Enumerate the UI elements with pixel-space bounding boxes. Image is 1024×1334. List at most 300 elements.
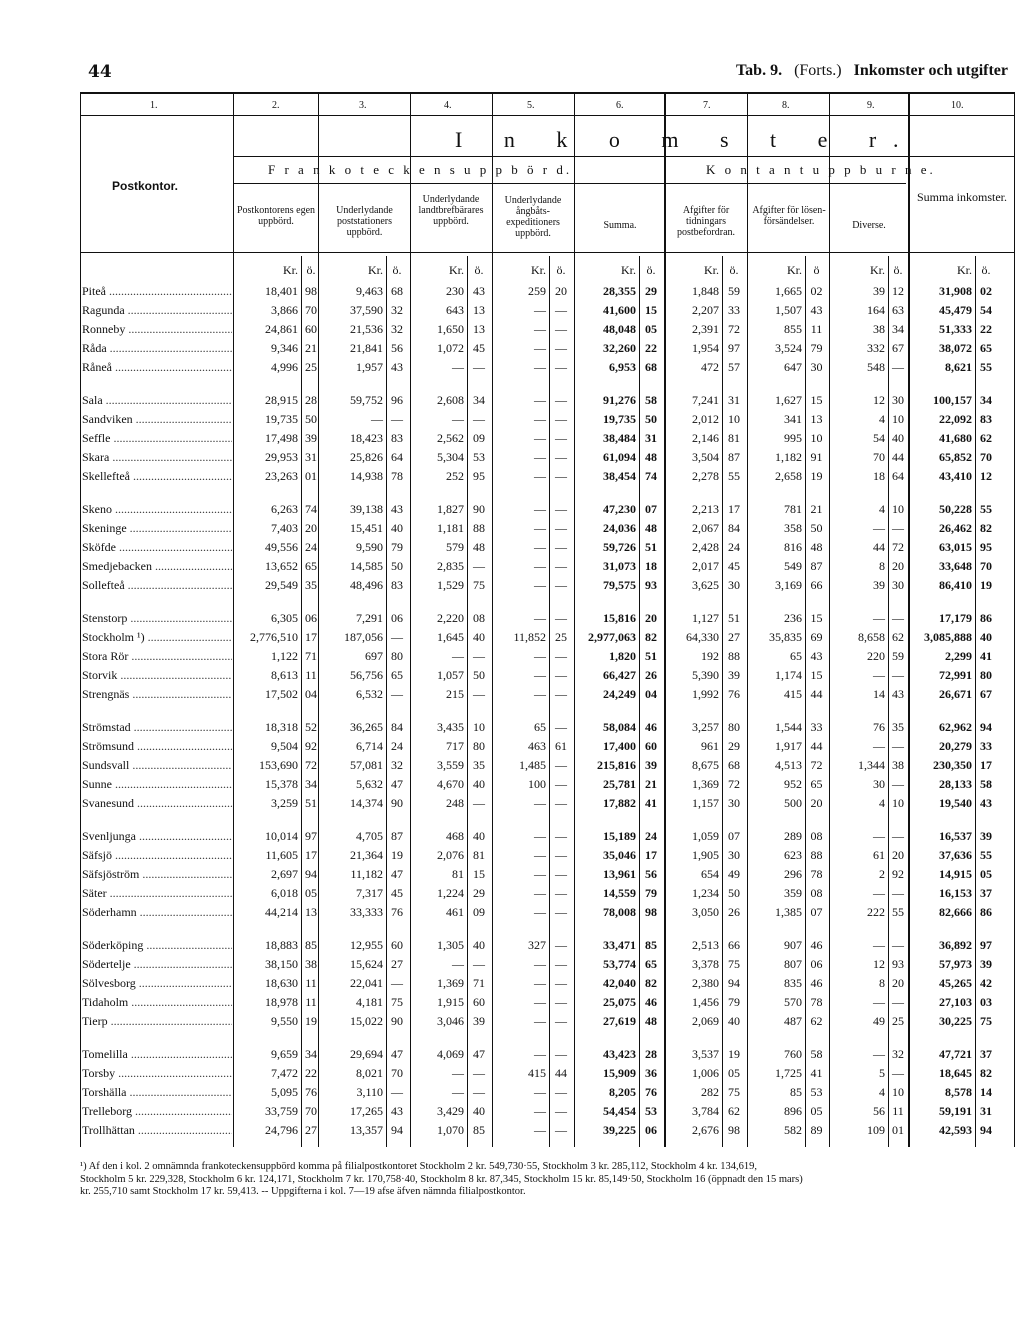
table-cell: 57 xyxy=(728,360,740,375)
table-cell: 461 xyxy=(446,905,464,920)
table-cell: 32 xyxy=(391,758,403,773)
table-cell: 39 xyxy=(305,431,317,446)
table-cell: 40 xyxy=(391,521,403,536)
table-cell: 33,759 xyxy=(265,1104,298,1119)
table-row xyxy=(0,937,1024,954)
table-cell: 8 xyxy=(879,559,885,574)
header-c7: Afgifter för tidningars postbefordran. xyxy=(676,205,736,238)
table-cell: — xyxy=(873,829,885,843)
table-cell: 24,796 xyxy=(265,1123,298,1138)
table-cell: 24,036 xyxy=(603,521,636,536)
table-cell: 36,892 xyxy=(939,938,972,952)
tab-label: Tab. 9. xyxy=(735,62,783,79)
table-cell: — xyxy=(534,796,546,811)
table-cell: — xyxy=(534,848,546,863)
unit-label: ö. xyxy=(893,263,903,277)
table-cell: 39 xyxy=(980,957,992,972)
table-cell: 14,938 xyxy=(350,469,383,484)
table-cell: 90 xyxy=(391,796,403,811)
table-cell: — xyxy=(473,1066,485,1081)
table-cell: 1,957 xyxy=(356,360,383,375)
table-cell: 66 xyxy=(810,578,823,593)
table-cell: 8,021 xyxy=(356,1066,383,1081)
table-cell: 961 xyxy=(701,739,719,754)
table-cell: 1,006 xyxy=(692,1066,719,1081)
table-cell: — xyxy=(391,687,403,702)
unit-label: ö. xyxy=(646,263,656,277)
table-cell: 30 xyxy=(892,578,904,593)
table-cell: — xyxy=(473,796,485,811)
table-cell: — xyxy=(534,1085,546,1100)
table-cell: 50 xyxy=(305,412,317,427)
table-cell: 3,050 xyxy=(692,905,719,920)
unit-label: Kr. xyxy=(368,263,383,277)
postkontor-name: Skara ..... xyxy=(82,449,232,466)
table-cell: 53,774 xyxy=(603,957,636,972)
table-cell: 2,146 xyxy=(692,431,719,446)
unit-label: Kr. xyxy=(787,263,802,277)
table-cell: 87 xyxy=(391,829,403,843)
table-cell: — xyxy=(873,611,885,625)
table-cell: 31,073 xyxy=(603,559,636,574)
table-cell: 55 xyxy=(980,502,992,516)
table-cell: 97 xyxy=(305,829,317,843)
column-number: 2. xyxy=(272,100,280,111)
table-cell: 43,423 xyxy=(603,1047,636,1061)
table-cell: 2,207 xyxy=(692,303,719,318)
table-cell: 17 xyxy=(305,630,317,645)
table-cell: 61 xyxy=(555,739,567,754)
table-row xyxy=(0,539,1024,556)
table-cell: 19 xyxy=(980,578,992,593)
table-cell: 2,017 xyxy=(692,559,719,574)
header-c5: Underlydande ångbåtsexpeditioners uppbörd. xyxy=(504,195,562,239)
table-row xyxy=(0,449,1024,466)
table-cell: 995 xyxy=(784,431,802,446)
table-cell: 20 xyxy=(555,284,567,298)
table-cell: 4 xyxy=(879,412,885,427)
header-c6: Summa. xyxy=(603,220,637,231)
group-rule xyxy=(233,183,906,184)
table-cell: — xyxy=(473,412,485,427)
table-row xyxy=(0,994,1024,1011)
table-cell: — xyxy=(534,867,546,882)
table-cell: 463 xyxy=(528,739,546,754)
table-cell: 2,076 xyxy=(437,848,464,863)
table-cell: — xyxy=(555,1014,567,1029)
postkontor-name: Tidaholm ..... xyxy=(82,994,232,1011)
table-cell: 79 xyxy=(810,341,823,356)
postkontor-name: Ronneby ..... xyxy=(82,321,232,338)
table-row xyxy=(0,392,1024,409)
table-cell: — xyxy=(873,938,885,952)
table-cell: 17,502 xyxy=(265,687,298,702)
table-cell: 31 xyxy=(980,1104,992,1119)
table-cell: 327 xyxy=(528,938,546,952)
table-cell: 415 xyxy=(528,1066,546,1081)
table-cell: 78,008 xyxy=(603,905,636,920)
table-cell: 56 xyxy=(645,867,657,882)
table-cell: — xyxy=(391,976,403,991)
postkontor-name: Sunne ..... xyxy=(82,776,232,793)
table-cell: 17 xyxy=(645,848,657,863)
table-cell: 65 xyxy=(810,777,823,792)
table-cell: — xyxy=(534,469,546,484)
table-cell: 45 xyxy=(473,341,485,356)
column-number: 7. xyxy=(703,100,711,111)
table-cell: 64,330 xyxy=(686,630,719,645)
table-cell: 26,671 xyxy=(939,687,972,702)
footnote-line: ¹) Af den i kol. 2 omnämnda frankoteckensuppbörd komma på filialpostkontoret Stockholm 2 kr. 549,730·55, Stockholm 3 kr. 285,112, Stockholm 4 kr. 134,619, xyxy=(80,1161,758,1172)
table-cell: 49,556 xyxy=(265,540,298,555)
table-cell: — xyxy=(534,829,546,843)
table-cell: — xyxy=(555,829,567,843)
table-cell: 61 xyxy=(873,848,885,863)
table-cell: — xyxy=(534,578,546,593)
table-cell: 48 xyxy=(645,1014,657,1029)
table-cell: 91,276 xyxy=(603,393,636,407)
table-cell: 8,205 xyxy=(609,1085,636,1100)
table-cell: 72 xyxy=(892,540,904,555)
table-cell: 44 xyxy=(810,739,823,754)
table-cell: 3,110 xyxy=(356,1085,383,1100)
table-cell: 45,479 xyxy=(939,303,972,318)
table-cell: 10 xyxy=(892,502,904,516)
table-cell: 68 xyxy=(645,360,657,375)
table-cell: 42,593 xyxy=(939,1123,972,1138)
table-cell: — xyxy=(873,1047,885,1061)
table-cell: 69 xyxy=(810,630,823,645)
table-row xyxy=(0,302,1024,319)
table-cell: 72,991 xyxy=(939,668,972,683)
table-cell: 8,621 xyxy=(945,360,972,375)
table-cell: 78 xyxy=(391,469,403,484)
table-cell: 97 xyxy=(728,341,740,356)
table-cell: 1,234 xyxy=(692,886,719,901)
table-row xyxy=(0,283,1024,300)
postkontor-name: Svanesund ..... xyxy=(82,795,232,812)
postkontor-name: Piteå ..... xyxy=(82,283,232,300)
table-cell: 87 xyxy=(810,559,823,574)
table-cell: 1,917 xyxy=(775,739,802,754)
table-cell: 48 xyxy=(645,521,657,536)
table-cell: 33,648 xyxy=(939,559,972,574)
table-row xyxy=(0,648,1024,665)
table-cell: 1,072 xyxy=(437,341,464,356)
table-row xyxy=(0,1084,1024,1101)
table-cell: — xyxy=(555,469,567,484)
postkontor-name: Skeno ..... xyxy=(82,501,232,518)
table-cell: 9,504 xyxy=(271,739,298,754)
table-cell: 28,133 xyxy=(939,777,972,792)
table-cell: 15,189 xyxy=(603,829,636,843)
table-cell: 70 xyxy=(873,450,885,465)
table-cell: 39 xyxy=(873,578,885,593)
table-cell: 13 xyxy=(305,905,317,920)
table-cell: 289 xyxy=(784,829,802,843)
table-cell: 2 xyxy=(879,867,885,882)
table-cell: — xyxy=(873,668,885,683)
table-cell: — xyxy=(534,431,546,446)
table-cell: 30 xyxy=(728,796,740,811)
table-cell: — xyxy=(555,720,567,734)
table-cell: 34 xyxy=(305,1047,317,1061)
table-cell: 332 xyxy=(867,341,885,356)
column-number: 6. xyxy=(616,100,624,111)
table-cell: 05 xyxy=(728,1066,740,1081)
table-cell: 59,752 xyxy=(350,393,383,407)
table-cell: 37 xyxy=(980,1047,992,1061)
table-cell: 187,056 xyxy=(344,630,383,645)
table-cell: 20 xyxy=(810,796,823,811)
table-cell: 05 xyxy=(980,867,992,882)
table-cell: 38 xyxy=(305,957,317,972)
table-row xyxy=(0,629,1024,646)
table-cell: 100 xyxy=(528,777,546,792)
table-cell: — xyxy=(534,322,546,337)
table-cell: 60 xyxy=(645,739,657,754)
table-cell: 10 xyxy=(892,1085,904,1100)
table-cell: 952 xyxy=(784,777,802,792)
top-rule xyxy=(80,92,1015,94)
table-cell: 79 xyxy=(391,540,403,555)
table-cell: 1,650 xyxy=(437,322,464,337)
table-cell: 22 xyxy=(980,322,992,337)
table-cell: — xyxy=(473,559,485,574)
table-cell: — xyxy=(473,360,485,375)
table-row xyxy=(0,1103,1024,1120)
table-cell: — xyxy=(555,303,567,318)
postkontor-name: Stenstorp ..... xyxy=(82,610,232,627)
table-cell: 1,954 xyxy=(692,341,719,356)
table-cell: 6,263 xyxy=(271,502,298,516)
table-cell: — xyxy=(534,687,546,702)
postkontor-name: Sölvesborg ..... xyxy=(82,975,232,992)
table-cell: 32 xyxy=(391,303,403,318)
table-cell: 153,690 xyxy=(259,758,298,773)
postkontor-name: Trollhättan ..... xyxy=(82,1122,232,1139)
table-cell: 44 xyxy=(810,687,823,702)
table-cell: 13 xyxy=(473,303,485,318)
table-cell: 61,094 xyxy=(603,450,636,465)
table-cell: 248 xyxy=(446,796,464,811)
table-cell: 95 xyxy=(473,469,485,484)
table-cell: — xyxy=(534,559,546,574)
table-cell: 1,182 xyxy=(775,450,802,465)
table-cell: 3,784 xyxy=(692,1104,719,1119)
table-cell: 4,513 xyxy=(775,758,802,773)
table-cell: 10 xyxy=(728,412,740,427)
table-cell: 81 xyxy=(728,431,740,446)
table-cell: 4 xyxy=(879,796,885,811)
table-cell: 85 xyxy=(305,938,317,952)
table-cell: 1,059 xyxy=(692,829,719,843)
table-cell: 53 xyxy=(473,450,485,465)
forts-label: (Forts.) xyxy=(794,62,842,79)
table-cell: 54 xyxy=(873,431,885,446)
table-cell: — xyxy=(534,957,546,972)
table-cell: 1,507 xyxy=(775,303,802,318)
table-cell: 37,590 xyxy=(350,303,383,318)
table-cell: 59 xyxy=(892,649,904,664)
table-cell: 62 xyxy=(892,630,904,645)
table-cell: 3,537 xyxy=(692,1047,719,1061)
unit-label: Kr. xyxy=(957,263,972,277)
table-row xyxy=(0,975,1024,992)
table-cell: — xyxy=(892,611,904,625)
table-cell: 415 xyxy=(784,687,802,702)
table-cell: 02 xyxy=(810,284,823,298)
table-cell: 15 xyxy=(810,668,823,683)
table-cell: 44 xyxy=(873,540,885,555)
table-row xyxy=(0,610,1024,627)
table-cell: 12 xyxy=(873,393,885,407)
table-cell: 6,305 xyxy=(271,611,298,625)
table-cell: 11 xyxy=(305,976,317,991)
header-rule xyxy=(80,252,1015,253)
table-cell: — xyxy=(534,360,546,375)
table-cell: — xyxy=(534,649,546,664)
table-cell: 70 xyxy=(305,1104,317,1119)
table-cell: 67 xyxy=(892,341,904,356)
table-cell: — xyxy=(555,649,567,664)
table-cell: 35 xyxy=(305,578,317,593)
table-cell: 25 xyxy=(892,1014,904,1029)
table-cell: — xyxy=(534,611,546,625)
postkontor-name: Trelleborg ..... xyxy=(82,1103,232,1120)
table-cell: 14,559 xyxy=(603,886,636,901)
table-cell: 3,046 xyxy=(437,1014,464,1029)
table-cell: 76 xyxy=(645,1085,657,1100)
franko-title: F r a n k o t e c k e n s u p p b ö r d. xyxy=(268,162,573,177)
table-cell: 47,230 xyxy=(603,502,636,516)
table-cell: 19 xyxy=(728,1047,740,1061)
table-cell: 4,705 xyxy=(356,829,383,843)
table-cell: 86,410 xyxy=(939,578,972,593)
table-cell: 40 xyxy=(980,630,992,645)
table-cell: 08 xyxy=(810,886,823,901)
table-cell: 15 xyxy=(645,303,657,318)
table-cell: 1,665 xyxy=(775,284,802,298)
table-cell: 47 xyxy=(391,777,403,792)
table-cell: 1,820 xyxy=(609,649,636,664)
table-cell: 48 xyxy=(810,540,823,555)
table-cell: 88 xyxy=(473,521,485,536)
table-cell: 49 xyxy=(873,1014,885,1029)
footnote-line: kr. 255,710 samt Stockholm 17 kr. 59,413. -- Uppgifterna i kol. 7—19 afse äfven nämnda filialpostkontor. xyxy=(80,1186,526,1197)
table-cell: 74 xyxy=(645,469,657,484)
table-cell: 3,435 xyxy=(437,720,464,734)
table-cell: — xyxy=(534,450,546,465)
section-title: I n k o m s t e r. xyxy=(455,127,917,152)
table-cell: 582 xyxy=(784,1123,802,1138)
table-cell: 95 xyxy=(980,540,992,555)
table-cell: 52 xyxy=(305,720,317,734)
table-cell: 1,627 xyxy=(775,393,802,407)
table-cell: 43 xyxy=(473,284,485,298)
table-row xyxy=(0,359,1024,376)
postkontor-name: Strengnäs ..... xyxy=(82,686,232,703)
table-row xyxy=(0,468,1024,485)
table-cell: 43 xyxy=(980,796,992,811)
table-cell: 24 xyxy=(645,829,657,843)
table-cell: 13 xyxy=(810,412,823,427)
table-cell: — xyxy=(534,905,546,920)
table-cell: 26 xyxy=(645,668,657,683)
table-cell: 15,451 xyxy=(350,521,383,536)
postkontor-name: Storvik ..... xyxy=(82,667,232,684)
table-cell: 35,046 xyxy=(603,848,636,863)
table-cell: 70 xyxy=(391,1066,403,1081)
table-cell: 24,861 xyxy=(265,322,298,337)
table-cell: 835 xyxy=(784,976,802,991)
unit-label: Kr. xyxy=(704,263,719,277)
table-cell: 75 xyxy=(980,1014,992,1029)
table-cell: 1,224 xyxy=(437,886,464,901)
table-row xyxy=(0,776,1024,793)
table-cell: 41,600 xyxy=(603,303,636,318)
table-cell: 29 xyxy=(473,886,485,901)
table-cell: 38 xyxy=(873,322,885,337)
table-row xyxy=(0,411,1024,428)
table-cell: 2,380 xyxy=(692,976,719,991)
table-row xyxy=(0,1013,1024,1030)
table-cell: — xyxy=(391,412,403,427)
table-cell: 53 xyxy=(810,1085,823,1100)
table-cell: 26 xyxy=(728,905,740,920)
table-cell: 236 xyxy=(784,611,802,625)
table-cell: 46 xyxy=(645,720,657,734)
table-cell: 11 xyxy=(305,668,317,683)
table-cell: 18,883 xyxy=(265,938,298,952)
table-cell: 62 xyxy=(728,1104,740,1119)
table-cell: 9,346 xyxy=(271,341,298,356)
table-cell: — xyxy=(892,938,904,952)
table-cell: 5,390 xyxy=(692,668,719,683)
table-cell: 472 xyxy=(701,360,719,375)
table-cell: 20 xyxy=(645,611,657,625)
postkontor-name: Säter ..... xyxy=(82,885,232,902)
table-cell: — xyxy=(534,502,546,516)
table-cell: 3,559 xyxy=(437,758,464,773)
table-cell: 30 xyxy=(892,393,904,407)
table-cell: 1,915 xyxy=(437,995,464,1010)
postkontor-name: Tierp ..... xyxy=(82,1013,232,1030)
table-cell: 21,841 xyxy=(350,341,383,356)
table-cell: 80 xyxy=(473,739,485,754)
postkontor-name: Säfsjöström ..... xyxy=(82,866,232,883)
table-cell: 215 xyxy=(446,687,464,702)
table-cell: 85 xyxy=(790,1085,802,1100)
table-cell: 57,081 xyxy=(350,758,383,773)
table-cell: 15 xyxy=(810,393,823,407)
table-cell: — xyxy=(555,450,567,465)
table-cell: 11 xyxy=(892,1104,904,1119)
kontant-title: K o n t a n t u p p b u r n e. xyxy=(706,162,936,177)
table-row xyxy=(0,520,1024,537)
table-cell: — xyxy=(555,995,567,1010)
table-cell: 32 xyxy=(391,322,403,337)
table-cell: 93 xyxy=(892,957,904,972)
table-cell: 82 xyxy=(645,630,657,645)
table-cell: 32 xyxy=(892,1047,904,1061)
table-cell: — xyxy=(555,1123,567,1138)
table-cell: 06 xyxy=(391,611,403,625)
table-cell: 22,092 xyxy=(939,412,972,427)
table-cell: 39,138 xyxy=(350,502,383,516)
table-cell: 84 xyxy=(391,720,403,734)
table-cell: 13,357 xyxy=(350,1123,383,1138)
